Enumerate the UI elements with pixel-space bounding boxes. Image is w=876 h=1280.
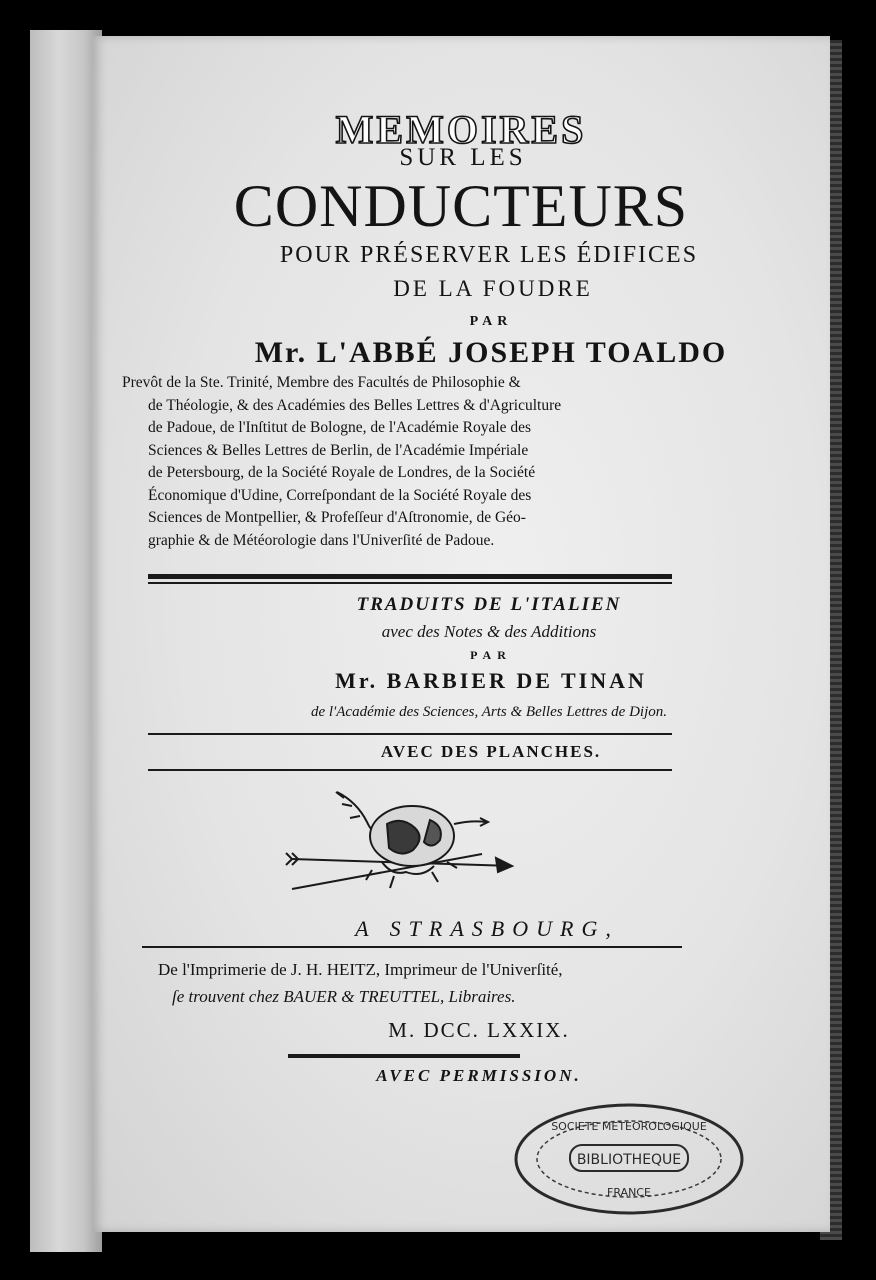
library-stamp-icon	[512, 1100, 746, 1218]
divider-rule	[148, 769, 672, 771]
translation-heading: TRADUITS DE L'ITALIEN	[356, 594, 622, 615]
imprint-sellers: ſe trouvent chez BAUER & TREUTTEL, Libraires.	[172, 987, 516, 1006]
stamp-top-text: SOCIETE METEOROLOGIQUE	[551, 1120, 707, 1133]
divider-rule	[148, 574, 672, 579]
divider-rule	[288, 1054, 520, 1058]
imprint-block	[158, 956, 698, 1010]
credentials-line: Sciences & Belles Lettres de Berlin, de l'Académie Impériale	[148, 441, 529, 459]
title-subtitle: POUR PRÉSERVER LES ÉDIFICES	[279, 242, 699, 268]
author-name: Mr. L'ABBÉ JOSEPH TOALDO	[254, 336, 728, 369]
printer-ornament-icon	[282, 784, 532, 904]
credentials-line: graphie & de Météorologie dans l'Univerſité de Padoue.	[148, 531, 495, 549]
divider-rule	[142, 946, 682, 948]
imprint-printer: De l'Imprimerie de J. H. HEITZ, Imprimeur de l'Univerſité,	[158, 960, 563, 979]
credentials-line: Économique d'Udine, Correſpondant de la Société Royale des	[148, 486, 532, 504]
translator-name: Mr. BARBIER DE TINAN	[335, 668, 647, 693]
credentials-line: de Petersbourg, de la Société Royale de Londres, de la Société	[148, 464, 536, 481]
divider-rule	[148, 733, 672, 735]
title-memoires: MEMOIRES	[335, 107, 587, 152]
stamp-middle-text: BIBLIOTHEQUE	[576, 1152, 682, 1168]
par-label: PAR	[469, 314, 513, 329]
imprint-date: M. DCC. LXXIX.	[388, 1018, 570, 1042]
author-credentials	[122, 372, 722, 552]
credentials-line: Prevôt de la Ste. Trinité, Membre des Facultés de Philosophie &	[122, 374, 521, 391]
credentials-line: de Padoue, de l'Inſtitut de Bologne, de l'Académie Royale des	[148, 419, 532, 436]
translator-academy: de l'Académie des Sciences, Arts & Belles Lettres de Dijon.	[310, 704, 668, 720]
permission-note: AVEC PERMISSION.	[376, 1066, 582, 1085]
planches-note: AVEC DES PLANCHES.	[380, 742, 602, 761]
title-sur-les: SUR LES	[399, 144, 527, 171]
title-page	[92, 36, 830, 1232]
divider-rule	[148, 582, 672, 584]
imprint-city: A STRASBOURG,	[355, 916, 619, 941]
translation-notes: avec des Notes & des Additions	[381, 622, 597, 641]
title-subtitle-2: DE LA FOUDRE	[393, 276, 593, 301]
credentials-line: de Théologie, & des Académies des Belles Lettres & d'Agriculture	[148, 396, 562, 414]
title-conducteurs: CONDUCTEURS	[233, 173, 689, 239]
credentials-line: Sciences de Montpellier, & Profeſſeur d'Aſtronomie, de Géo-	[148, 509, 526, 526]
par-label-2: PAR	[470, 648, 512, 662]
stamp-bottom-text: FRANCE	[607, 1186, 651, 1199]
